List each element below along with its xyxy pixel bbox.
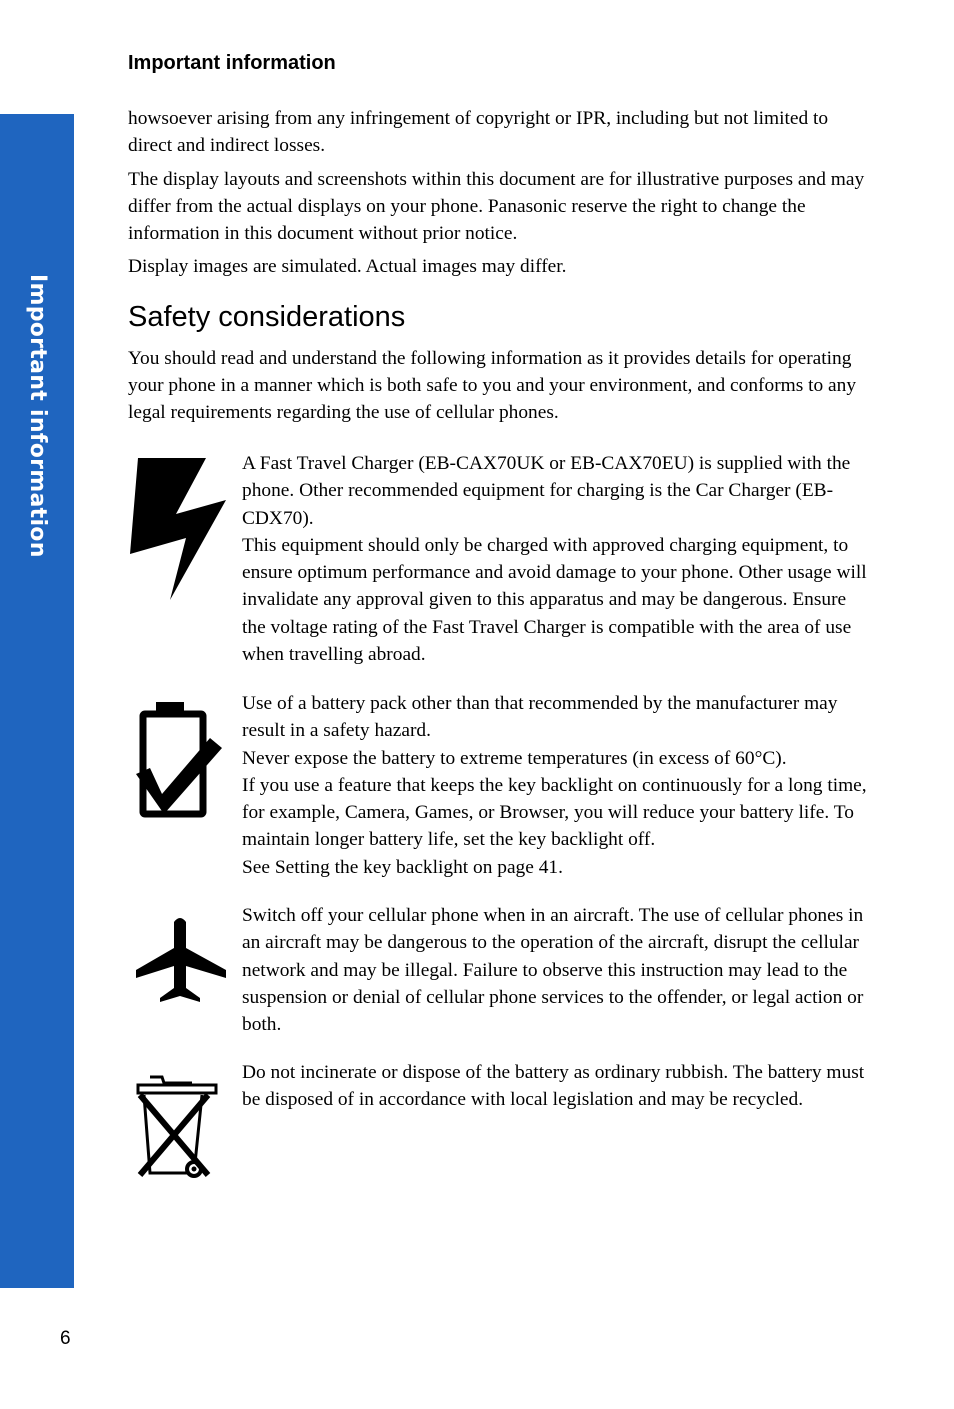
battery-check-icon <box>128 702 230 818</box>
lightning-bolt-icon <box>128 456 230 602</box>
safety-item-aircraft-text <box>242 902 874 1038</box>
side-tab-label: Important information <box>25 274 50 558</box>
running-header-title: Important information <box>128 52 336 74</box>
side-tab <box>0 114 74 1288</box>
battery-line-2: Never expose the battery to extreme temperatures (in excess of 60°C). <box>242 747 787 769</box>
crossed-out-bin-icon <box>128 1073 230 1179</box>
intro-paragraph-1: howsoever arising from any infringement of copyright or IPR, including but not limited to direct and indirect losses. <box>128 108 829 157</box>
safety-item-battery-text <box>242 690 874 881</box>
safety-item-charger-text <box>242 450 874 668</box>
safety-item-disposal-text <box>242 1059 874 1114</box>
charger-line-1: A Fast Travel Charger (EB-CAX70UK or EB-CAX70EU) is supplied with the phone. Other recommended equipment for charging is the Car Charger (EB-CDX70). <box>242 453 851 529</box>
section-title: Safety considerations <box>128 300 406 333</box>
battery-line-1: Use of a battery pack other than that recommended by the manufacturer may result in a safety hazard. <box>242 693 838 742</box>
charger-line-2: This equipment should only be charged with approved charging equipment, to ensure optimum performance and avoid damage to your phone. Other usage will invalidate any approval given to this apparatus and may be dangerous. Ensure the voltage rating of the Fast Travel Charger is compatible with the area of use when travelling abroad. <box>242 534 867 666</box>
disposal-line-1: Do not incinerate or dispose of the battery as ordinary rubbish. The battery must be disposed of in accordance with local legislation and may be recycled. <box>242 1062 865 1111</box>
battery-line-3: If you use a feature that keeps the key backlight on continuously for a long time, for example, Camera, Games, or Browser, you will reduce your battery life. To maintain longer battery life, set the key backlight off. <box>242 774 867 851</box>
safety-intro: You should read and understand the following information as it provides details for operating your phone in a manner which is both safe to you and your environment, and conforms to any legal requirements regarding the use of cellular phones. <box>128 347 857 424</box>
intro-paragraph-3: Display images are simulated. Actual images may differ. <box>128 256 567 278</box>
page-number: 6 <box>60 1328 71 1349</box>
airplane-icon <box>128 916 230 1004</box>
intro-paragraph-2: The display layouts and screenshots within this document are for illustrative purposes and may differ from the actual displays on your phone. Panasonic reserve the right to change the information in this document without prior notice. <box>128 168 865 245</box>
battery-line-4: See Setting the key backlight on page 41. <box>242 856 563 878</box>
main-content <box>128 105 874 433</box>
aircraft-line-1: Switch off your cellular phone when in an aircraft. The use of cellular phones in an aircraft may be dangerous to the operation of the aircraft, disrupt the cellular network and may be illegal. Failure to observe this instruction may lead to the suspension or denial of cellular phone services to the offender, or legal action or both. <box>242 905 864 1036</box>
